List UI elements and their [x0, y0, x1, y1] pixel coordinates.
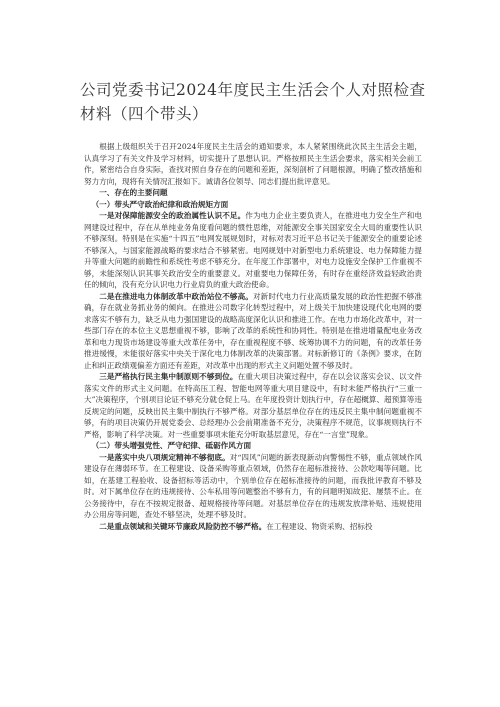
paragraph-lead: 二是重点领域和关键环节廉政风险防控不够严格。 [99, 521, 267, 531]
paragraph-text: 在工程建设、物资采购、招标投 [266, 521, 373, 531]
paragraph-text: 对新时代电力行业高质量发展的政治性把握不够准确，存在就业务抓业务的倾向。在推进公司数字化转型过程中，对上级关于加快建设现代化电网的要求落实不够有力，缺乏从电力强国建设的战略高度深化认识和推进工作。在电力市场化改革中，对一些部门存在的本位主义思想重视不够，影响了改革的系统性和协同性。特别是在推进增量配电业务改革和电力现货市场建设等重大改革任务中，存在重视程度不够、统筹协调不力的问题，有的改革任务推进缓慢，未能很好落实中央关于深化电力体制改革的决策部署。对标新修订的《条例》要求，在防止和纠正政绩观偏差方面还有差距，对改革中出现的形式主义问题处置不够及时。 [84, 291, 422, 370]
paragraph-lead: 三是严格执行民主集中制原则不够到位。 [99, 372, 238, 381]
subsection-heading: （一）带头严守政治纪律和政治规矩方面 [91, 199, 229, 209]
paragraph-text: 对“四风”问题的新表现新动向警惕性不够，重点领域作风建设存在薄弱环节。在工程建设、设备采购等重点领域，仍然存在超标准接待、公款吃喝等问题。比如，在基建工程验收、设备招标等活动中，个别单位存在超标准接待的问题，而我批评教育不够及时。对下属单位存在的违规接待、公车私用等问题整治不够有力，有的问题明知故犯、屡禁不止。在公务接待中，存在不按规定报备、超规格接待等问题。对基层单位存在的违规发放津补贴、违规使用办公用房等问题，查处不够坚决，处理不够及时。 [84, 452, 422, 519]
paragraph-text: 在重大项目决策过程中，存在以会议落实会议、以文件落实文件的形式主义问题。在特高压工程、智能电网等重大项目建设中，有时未能严格执行“三重一大”决策程序，个别项目论证不够充分就仓促上马。在年度投资计划执行中，存在超概算、超预算等违反规定的问题，反映出民主集中制执行不够严格。对部分基层单位存在的违反民主集中制问题重视不够，有的项目决策仍开展党委会、总经理办公会前期准备不充分，决策程序不规范，议事规则执行不严格，影响了科学决策。对一些重要事项未能充分听取基层意见，存在“一言堂”现象。 [84, 372, 423, 439]
paragraph [84, 371, 422, 440]
document-body [84, 141, 422, 532]
paragraph [84, 291, 422, 372]
paragraph-lead: 一是落实中央八项规定精神不够彻底。 [99, 452, 230, 462]
paragraph-text: 作为电力企业主要负责人，在推进电力安全生产和电网建设过程中，存在从单纯业务角度看问题的惯性思维，对能源安全事关国家安全大局的重要性认识不够深刻。特别是在实施“十四五”电网发展规划时，对标对表习近平总书记关于能源安全的重要论述不够深入，与国家能源战略的要求结合不够紧密。电网规划中对新型电力系统建设、电力保障能力提升等重大问题的前瞻性和系统性考虑不够充分。在年度工作部署中，对电力设施安全保护工作重视不够，未能深刻认识其事关政治安全的重要意义。对重要电力保障任务，有时存在重经济效益轻政治责任的倾向，没有充分认识电力行业肩负的重大政治使命。 [84, 211, 422, 289]
paragraph [84, 452, 422, 521]
section-heading: 一、存在的主要问题 [99, 188, 168, 197]
paragraph [84, 521, 422, 533]
paragraph [84, 210, 422, 291]
subsection-heading: （二）带头增强党性、严守纪律、砥砺作风方面 [91, 441, 252, 450]
intro-paragraph: 根据上级组织关于召开2024年度民主生活会的通知要求，本人紧紧围绕此次民主生活会主题，认真学习了有关文件及学习材料，切实提升了思想认识。严格按照民主生活会要求，落实相关会前工作，紧密结合自身实际，查找对照自身存在的问题和差距，深刻剖析了问题根源，明确了整改措施和努力方向，现将有关情况汇报如下。诚请各位领导、同志们提出批评意见。 [84, 142, 422, 186]
document-title: 公司党委书记2024年度民主生活会个人对照检查材料（四个带头） [80, 81, 426, 123]
paragraph-lead: 二是在推进电力体制改革中政治站位不够高。 [99, 291, 253, 301]
paragraph-lead: 一是对保障能源安全的政治属性认识不足。 [99, 211, 246, 220]
